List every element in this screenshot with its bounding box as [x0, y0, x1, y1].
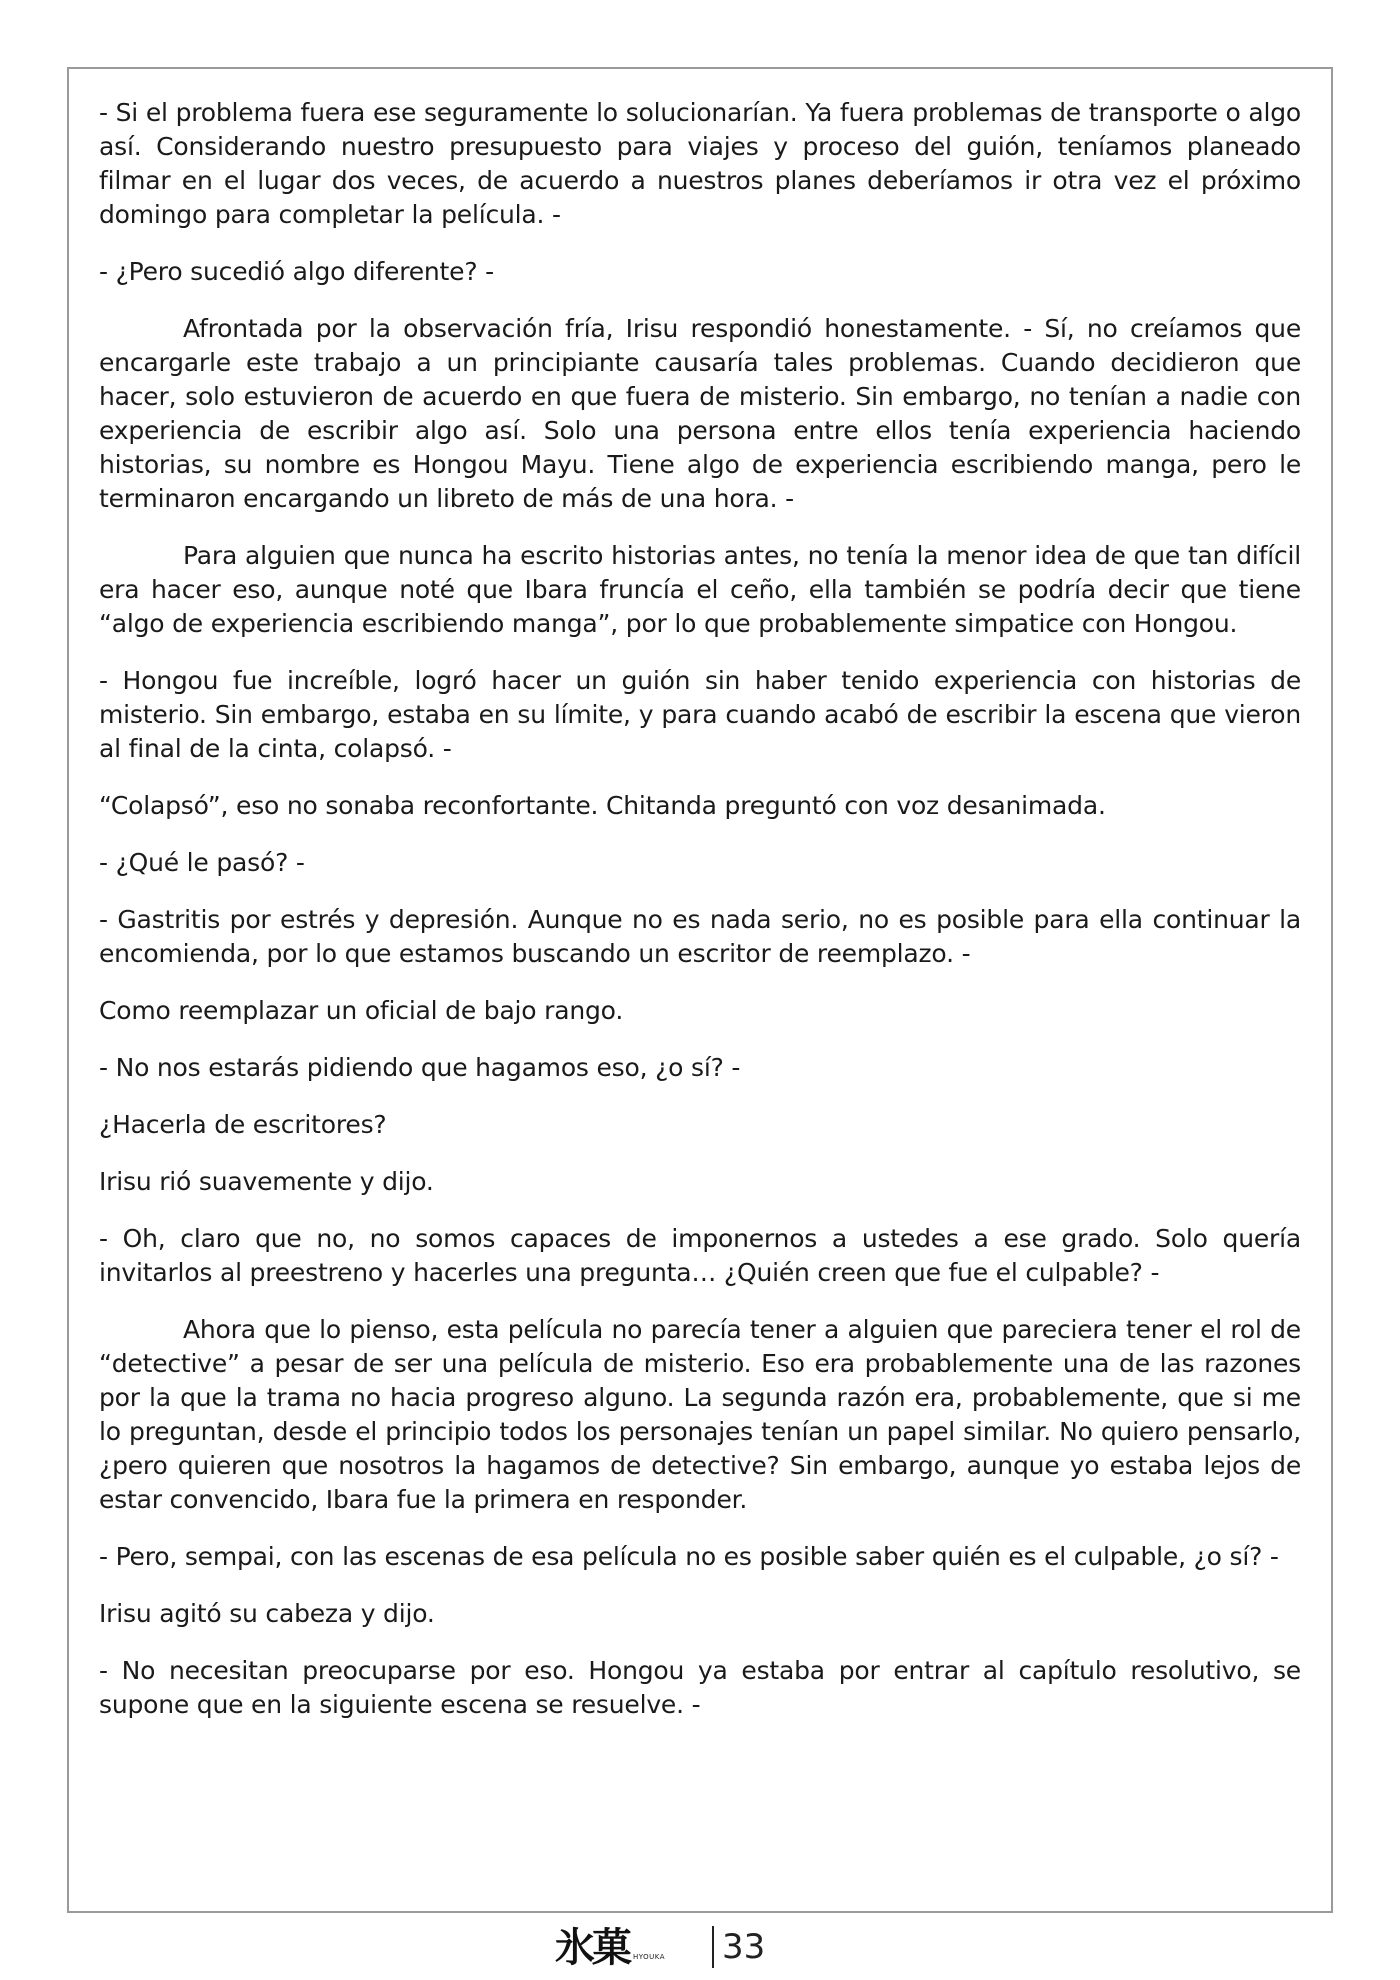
paragraph: - Hongou fue increíble, logró hacer un guión sin haber tenido experiencia con historias de misterio. Sin embargo, estaba en su límite, y para cuando acabó de escribir la escena que vieron al final de la cinta, colapsó. - [99, 666, 1301, 763]
page-number: 33 [722, 1927, 766, 1967]
paragraph: - Si el problema fuera ese seguramente lo solucionarían. Ya fuera problemas de transporte o algo así. Considerando nuestro presupuesto para viajes y proceso del guión, teníamos planeado filmar en el lugar dos veces, de acuerdo a nuestros planes deberíamos ir otra vez el próximo domingo para completar la película. - [99, 98, 1301, 229]
page-footer [0, 1922, 1400, 1972]
paragraph: Irisu agitó su cabeza y dijo. [99, 1599, 435, 1628]
paragraph: - ¿Pero sucedió algo diferente? - [99, 257, 494, 286]
paragraph: ¿Hacerla de escritores? [99, 1110, 387, 1139]
hyouka-logo [555, 1924, 665, 1970]
body-text [99, 96, 1301, 1745]
paragraph: Para alguien que nunca ha escrito historias antes, no tenía la menor idea de que tan difícil era hacer eso, aunque noté que Ibara fruncía el ceño, ella también se podría decir que tiene “algo de experiencia escribiendo manga”, por lo que probablemente simpatice con Hongou. [99, 541, 1301, 638]
footer-divider [712, 1926, 714, 1968]
paragraph: - Pero, sempai, con las escenas de esa película no es posible saber quién es el culpable, ¿o sí? - [99, 1542, 1279, 1571]
logo-subtext: HYOUKA [633, 1953, 666, 1961]
paragraph: Afrontada por la observación fría, Irisu respondió honestamente. - Sí, no creíamos que encargarle este trabajo a un principiante causaría tales problemas. Cuando decidieron que hacer, solo estuvieron de acuerdo en que fuera de misterio. Sin embargo, no tenían a nadie con experiencia de escribir algo así. Solo una persona entre ellos tenía experiencia haciendo historias, su nombre es Hongou Mayu. Tiene algo de experiencia escribiendo manga, pero le terminaron encargando un libreto de más de una hora. - [99, 314, 1301, 513]
paragraph: Irisu rió suavemente y dijo. [99, 1167, 434, 1196]
paragraph: “Colapsó”, eso no sonaba reconfortante. Chitanda preguntó con voz desanimada. [99, 791, 1106, 820]
paragraph: - No necesitan preocuparse por eso. Hongou ya estaba por entrar al capítulo resolutivo, se supone que en la siguiente escena se resuelve. - [99, 1656, 1301, 1719]
paragraph: - No nos estarás pidiendo que hagamos eso, ¿o sí? - [99, 1053, 741, 1082]
paragraph: Como reemplazar un oficial de bajo rango. [99, 996, 624, 1025]
paragraph: - Gastritis por estrés y depresión. Aunque no es nada serio, no es posible para ella continuar la encomienda, por lo que estamos buscando un escritor de reemplazo. - [99, 905, 1301, 968]
logo-kanji: 氷菓 [555, 1924, 629, 1971]
paragraph: - Oh, claro que no, no somos capaces de imponernos a ustedes a ese grado. Solo quería invitarlos al preestreno y hacerles una pregunta… ¿Quién creen que fue el culpable? - [99, 1224, 1301, 1287]
paragraph: Ahora que lo pienso, esta película no parecía tener a alguien que pareciera tener el rol de “detective” a pesar de ser una película de misterio. Eso era probablemente una de las razones por la que la trama no hacia progreso alguno. La segunda razón era, probablemente, que si me lo preguntan, desde el principio todos los personajes tenían un papel similar. No quiero pensarlo, ¿pero quieren que nosotros la hagamos de detective? Sin embargo, aunque yo estaba lejos de estar convencido, Ibara fue la primera en responder. [99, 1315, 1301, 1514]
paragraph: - ¿Qué le pasó? - [99, 848, 305, 877]
